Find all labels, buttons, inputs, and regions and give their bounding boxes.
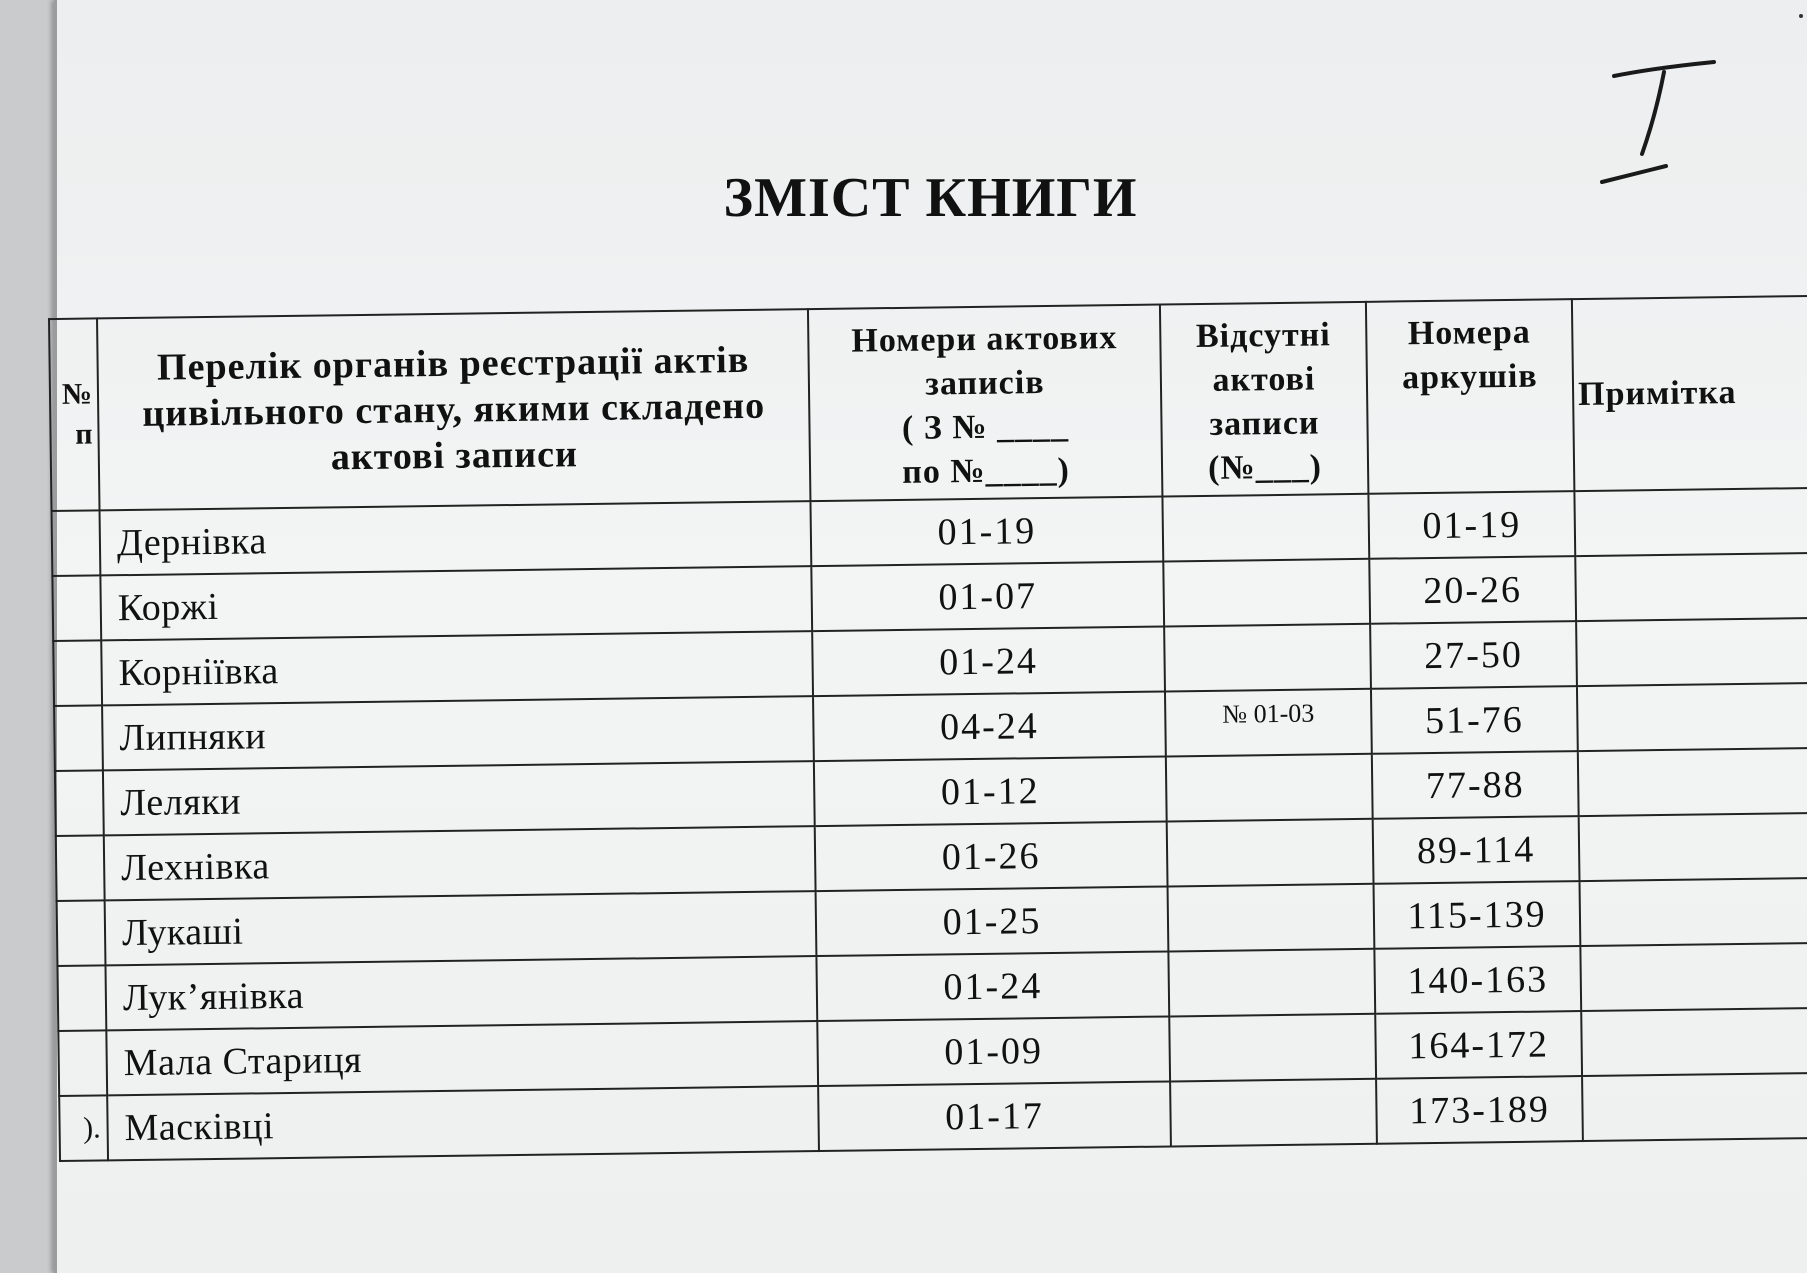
row-record-numbers: 01-17 xyxy=(818,1081,1171,1151)
row-organ: Корніївка xyxy=(101,631,813,705)
row-sheet-numbers: 140-163 xyxy=(1374,946,1581,1014)
row-note xyxy=(1580,943,1807,1011)
row-organ: Масківці xyxy=(107,1086,819,1160)
row-organ: Лехнівка xyxy=(104,826,816,900)
row-note xyxy=(1576,618,1807,686)
contents-table-wrapper xyxy=(54,295,1807,1162)
row-record-numbers: 04-24 xyxy=(813,691,1166,761)
row-record-numbers: 01-12 xyxy=(814,756,1167,826)
row-organ: Лук’янівка xyxy=(105,956,817,1030)
row-record-numbers: 01-19 xyxy=(810,497,1163,567)
row-missing-records xyxy=(1169,1014,1376,1082)
row-note xyxy=(1579,813,1807,881)
row-sheet-numbers: 51-76 xyxy=(1371,686,1578,754)
row-sheet-numbers: 20-26 xyxy=(1369,556,1576,624)
row-record-numbers: 01-24 xyxy=(812,626,1165,696)
row-missing-records xyxy=(1164,624,1371,692)
row-missing-records xyxy=(1166,754,1373,822)
row-note xyxy=(1574,488,1807,556)
row-sheet-numbers: 173-189 xyxy=(1376,1076,1583,1144)
header-organ: Перелік органів реєстрації актів цивільного стану, якими складено актові записи xyxy=(97,309,810,510)
row-note xyxy=(1582,1073,1807,1141)
ink-speck xyxy=(1799,14,1803,18)
row-organ: Дернівка xyxy=(100,501,812,575)
row-record-numbers: 01-24 xyxy=(816,951,1169,1021)
header-index: № п xyxy=(49,318,100,511)
header-missing-records: Відсутні актові записи (№___) xyxy=(1160,302,1368,497)
row-note xyxy=(1580,878,1807,946)
row-index xyxy=(53,640,102,706)
row-note xyxy=(1575,553,1807,621)
row-sheet-numbers: 89-114 xyxy=(1373,816,1580,884)
header-sheet-numbers: Номера аркушів xyxy=(1366,299,1574,494)
row-organ: Леляки xyxy=(103,761,815,835)
row-note xyxy=(1581,1008,1807,1076)
row-index xyxy=(57,900,106,966)
row-organ: Лукаші xyxy=(105,891,817,965)
row-missing-records xyxy=(1170,1079,1377,1147)
row-organ: Коржі xyxy=(100,566,812,640)
table-header-row xyxy=(49,296,1807,511)
row-record-numbers: 01-26 xyxy=(815,821,1168,891)
row-sheet-numbers: 27-50 xyxy=(1370,621,1577,689)
header-record-numbers: Номери актових записів ( З № ____ по №____) xyxy=(808,305,1162,502)
row-missing-records xyxy=(1163,559,1370,627)
row-record-numbers: 01-07 xyxy=(811,562,1164,632)
row-note xyxy=(1578,748,1807,816)
row-missing-records xyxy=(1168,884,1375,952)
row-record-numbers: 01-09 xyxy=(817,1016,1170,1086)
row-missing-records: № 01-03 xyxy=(1165,689,1372,757)
row-sheet-numbers: 01-19 xyxy=(1368,491,1575,559)
contents-table xyxy=(48,295,1807,1162)
row-index: ). xyxy=(59,1095,108,1161)
row-sheet-numbers: 77-88 xyxy=(1372,751,1579,819)
row-record-numbers: 01-25 xyxy=(816,886,1169,956)
row-note xyxy=(1577,683,1807,751)
document-page xyxy=(54,0,1807,1273)
row-organ: Мала Стариця xyxy=(106,1021,818,1095)
header-note: Примітка xyxy=(1572,296,1807,491)
row-index xyxy=(52,510,101,576)
row-index xyxy=(52,575,101,641)
row-sheet-numbers: 115-139 xyxy=(1374,881,1581,949)
row-organ: Липняки xyxy=(102,696,814,770)
row-index xyxy=(55,770,104,836)
row-missing-records xyxy=(1167,819,1374,887)
row-index xyxy=(56,835,105,901)
row-sheet-numbers: 164-172 xyxy=(1375,1011,1582,1079)
page-title: ЗМІСТ КНИГИ xyxy=(723,167,1138,229)
row-missing-records xyxy=(1162,494,1369,562)
row-index xyxy=(58,1030,107,1096)
row-index xyxy=(57,965,106,1031)
row-missing-records xyxy=(1168,949,1375,1017)
row-index xyxy=(54,705,103,771)
